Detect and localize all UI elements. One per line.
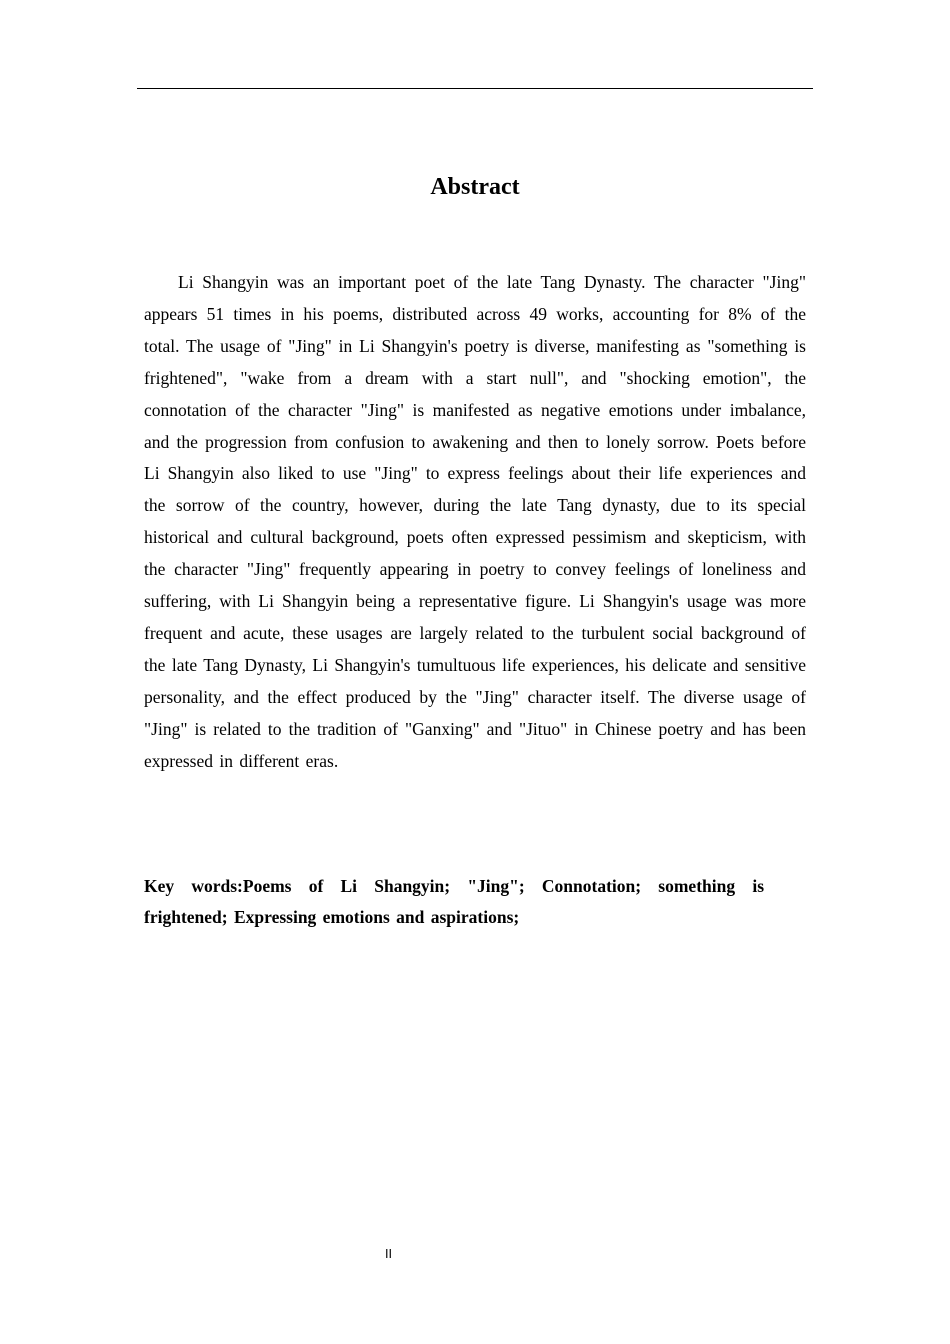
abstract-title: Abstract: [430, 174, 520, 200]
page-number: II: [385, 1247, 393, 1261]
abstract-body: Li Shangyin was an important poet of the late Tang Dynasty. The character "Jing" appears 51 times in his poems, distributed across 49 works, accounting for 8% of the total. The usage of "Jing" in Li Shangyin's poetry is diverse, manifesting as "something is frightened", "wake from a dream with a start null", and "shocking emotion", the connotation of the character "Jing" is manifested as negative emotions under imbalance, and the progression from confusion to awakening and then to lonely sorrow. Poets before Li Shangyin also liked to use "Jing" to express feelings about their life experiences and the sorrow of the country, however, during the late Tang dynasty, due to its special historical and cultural background, poets often expressed pessimism and skepticism, with the character "Jing" frequently appearing in poetry to convey feelings of loneliness and suffering, with Li Shangyin being a representative figure. Li Shangyin's usage was more frequent and acute, these usages are largely related to the turbulent social background of the late Tang Dynasty, Li Shangyin's tumultuous life experiences, his delicate and sensitive personality, and the effect produced by the "Jing" character itself. The diverse usage of "Jing" is related to the tradition of "Ganxing" and "Jituo" in Chinese poetry and has been expressed in different eras.: [144, 272, 806, 771]
keywords-paragraph: Key words:Poems of Li Shangyin; "Jing"; Connotation; something is frightened; Expressing emotions and aspirations;: [144, 876, 764, 927]
header-rule: [137, 88, 813, 89]
